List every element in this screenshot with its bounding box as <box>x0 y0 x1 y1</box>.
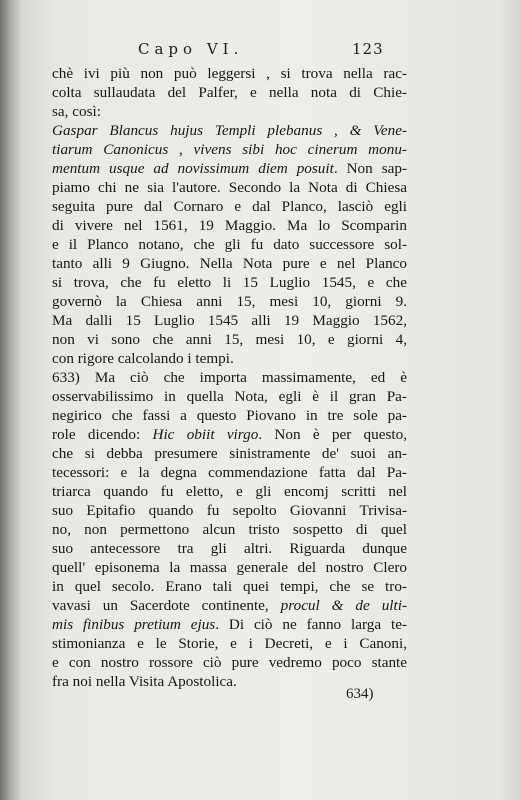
text-line <box>52 406 407 425</box>
text-segment: non vi sono che anni 15, mesi 10, e giorni 4, <box>52 331 407 348</box>
page-number: 123 <box>352 40 384 58</box>
text-segment: Ma dalli 15 Luglio 1545 alli 19 Maggio 1562, <box>52 312 407 329</box>
text-segment: . Di ciò ne fanno larga te- <box>215 616 407 633</box>
text-segment: vavasi un Sacerdote continente, <box>52 597 281 614</box>
text-line <box>52 387 407 406</box>
text-line <box>52 140 407 159</box>
text-segment: chè ivi più non può leggersi , si trova nella rac- <box>52 65 407 82</box>
text-line <box>52 178 407 197</box>
text-line <box>52 330 407 349</box>
text-segment: suo Epitafio quando fu sepolto Giovanni Trivisa- <box>52 502 407 519</box>
text-line <box>52 292 407 311</box>
text-segment: osservabilissimo in quella Nota, egli è il gran Pa- <box>52 388 407 405</box>
text-line <box>52 577 407 596</box>
text-line <box>52 102 407 121</box>
text-segment: no, non permettono alcun tristo sospetto di quel <box>52 521 407 538</box>
text-segment: si trova, che fu eletto li 15 Luglio 1545, e che <box>52 274 407 291</box>
italic-segment: Hic obiit virgo <box>152 426 259 443</box>
text-segment: e il Planco notano, che gli fu dato successore sol- <box>52 236 407 253</box>
running-title: Capo VI. <box>138 40 244 58</box>
text-segment: . Non è per questo, <box>258 426 407 443</box>
text-line <box>52 520 407 539</box>
text-line <box>52 64 407 83</box>
text-segment: sa, così: <box>52 103 101 120</box>
text-line <box>52 254 407 273</box>
text-line <box>52 615 407 634</box>
italic-segment: Gaspar Blancus hujus Templi plebanus , & Vene- <box>52 122 407 139</box>
body-text <box>52 64 407 691</box>
text-line <box>52 444 407 463</box>
text-line <box>52 216 407 235</box>
text-line <box>52 197 407 216</box>
text-segment: seguita pure dal Cornaro e dal Planco, lasciò egli <box>52 198 407 215</box>
text-segment: triarca quando fu eletto, e gli encomj scritti nel <box>52 483 407 500</box>
text-segment: quell' episonema la massa generale del nostro Clero <box>52 559 407 576</box>
text-segment: piamo chi ne sia l'autore. Secondo la Nota di Chiesa <box>52 179 407 196</box>
text-line <box>52 653 407 672</box>
text-line <box>52 501 407 520</box>
text-line <box>52 235 407 254</box>
text-line <box>52 159 407 178</box>
text-segment: in quel secolo. Erano tali quei tempi, che se tro- <box>52 578 407 595</box>
text-segment: negirico che fassi a questo Piovano in tre sole pa- <box>52 407 407 424</box>
text-segment: suo antecessore tra gli altri. Riguarda dunque <box>52 540 407 557</box>
text-segment: e con nostro rossore ciò pure vedremo poco stante <box>52 654 407 671</box>
text-line <box>52 311 407 330</box>
text-segment: con rigore calcolando i tempi. <box>52 350 234 367</box>
catchword: 634) <box>346 686 374 702</box>
italic-segment: procul & de ulti- <box>280 597 407 614</box>
text-line <box>52 83 407 102</box>
text-line <box>52 539 407 558</box>
text-line <box>52 596 407 615</box>
text-segment: fra noi nella Visita Apostolica. <box>52 673 237 690</box>
text-line <box>52 463 407 482</box>
text-line <box>52 425 407 444</box>
text-segment: colta sullaudata del Palfer, e nella nota di Chie- <box>52 84 407 101</box>
text-segment: tanto alli 9 Giugno. Nella Nota pure e nel Planco <box>52 255 407 272</box>
text-line <box>52 368 407 387</box>
italic-segment: mentum usque ad novissimum diem posuit <box>52 160 334 177</box>
italic-segment: mis finibus pretium ejus <box>52 616 216 633</box>
text-segment: tecessori: e la degna commendazione fatta dal Pa- <box>52 464 407 481</box>
text-segment: role dicendo: <box>52 426 153 443</box>
text-segment: . Non sap- <box>333 160 407 177</box>
text-segment: stimonianza e le Storie, e i Decreti, e i Canoni, <box>52 635 407 652</box>
text-line <box>52 558 407 577</box>
text-line <box>52 634 407 653</box>
text-line <box>52 121 407 140</box>
italic-segment: tiarum Canonicus , vivens sibi hoc cinerum monu- <box>52 141 407 158</box>
page-header <box>0 40 521 64</box>
text-line <box>52 349 407 368</box>
text-segment: di vivere nel 1561, 19 Maggio. Ma lo Scomparin <box>52 217 407 234</box>
text-line <box>52 273 407 292</box>
text-segment: 633) Ma ciò che importa massimamente, ed è <box>52 369 407 386</box>
text-line <box>52 482 407 501</box>
text-segment: governò la Chiesa anni 15, mesi 10, giorni 9. <box>52 293 407 310</box>
text-segment: che si debba presumere sinistramente de' suoi an- <box>52 445 407 462</box>
